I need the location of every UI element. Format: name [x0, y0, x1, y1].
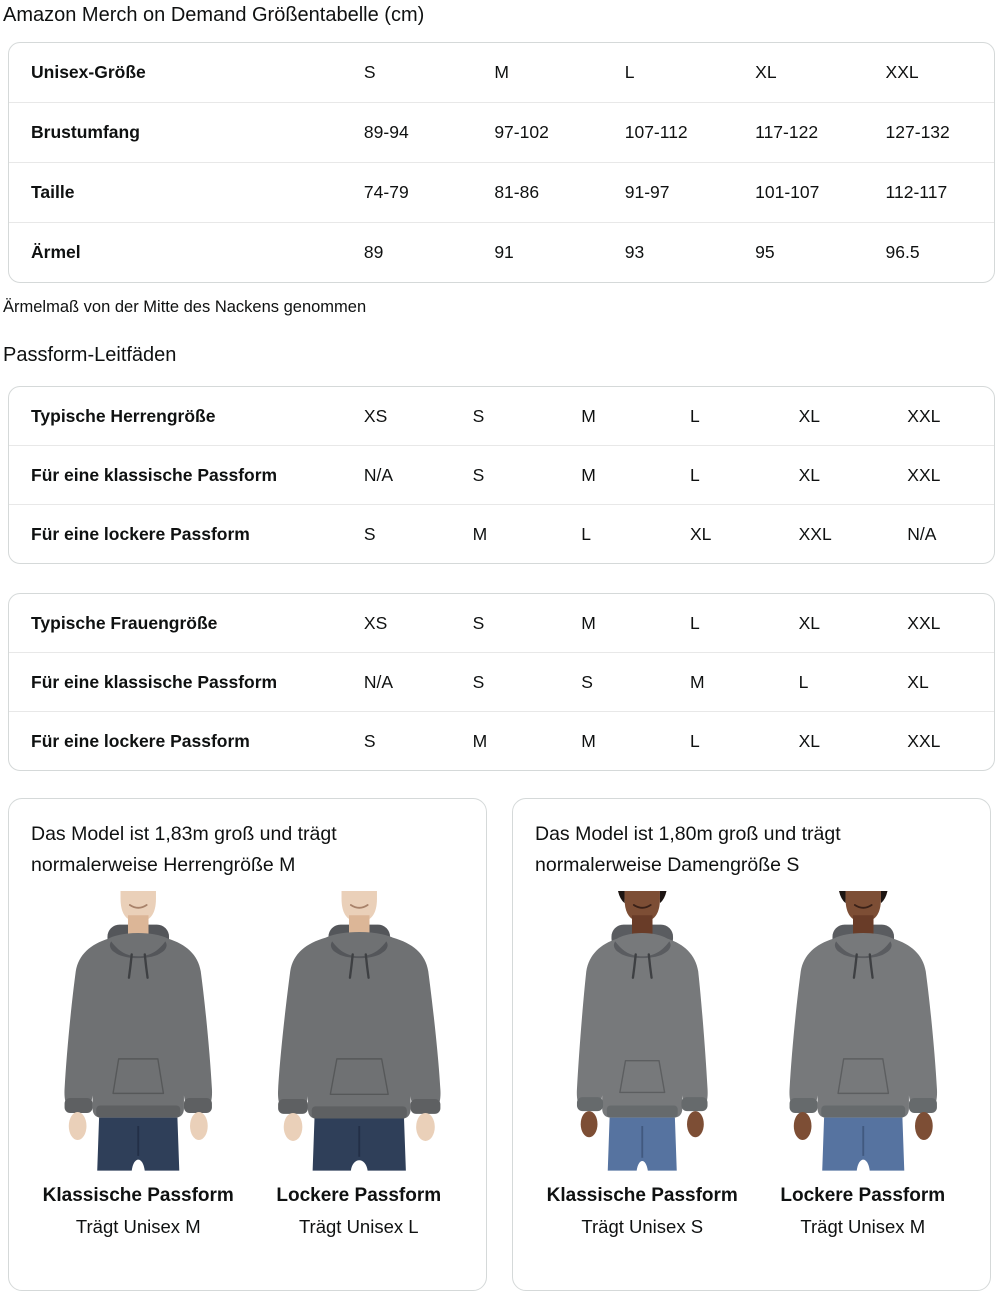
fit-name-label: Lockere Passform [276, 1185, 442, 1207]
size-cell: 101-107 [733, 162, 863, 222]
wears-size-label: Trägt Unisex L [298, 1216, 419, 1238]
row-label: Brustumfang [9, 102, 342, 162]
size-cell: 107-112 [603, 102, 733, 162]
size-cell: M [559, 445, 668, 504]
table-row [9, 504, 994, 563]
size-cell: XXL [907, 405, 941, 426]
table-row [9, 387, 994, 445]
size-cell: L [777, 652, 886, 711]
size-cell: XL [777, 711, 886, 770]
row-label: Unisex-Größe [31, 62, 146, 82]
size-cell: 117-122 [733, 102, 863, 162]
size-cell: 112-117 [864, 162, 994, 222]
row-label: Für eine klassische Passform [9, 445, 342, 504]
size-cell: S [451, 652, 560, 711]
size-cell: M [451, 711, 560, 770]
fit-name-label: Lockere Passform [780, 1185, 946, 1207]
size-cell: M [668, 652, 777, 711]
wears-size-label: Trägt Unisex S [581, 1216, 704, 1238]
model-cards-row [8, 798, 991, 1291]
size-cell: 89-94 [342, 102, 472, 162]
size-cell: XL [668, 504, 777, 563]
size-cell: S [559, 652, 668, 711]
model-column [535, 891, 750, 1238]
size-cell: S [363, 62, 376, 82]
size-cell: XS [363, 612, 388, 633]
size-cell: XL [755, 62, 777, 82]
fit-guides-section-title: Passform-Leitfäden [3, 344, 177, 366]
size-cell: XXL [885, 62, 919, 82]
row-label: Typische Herrengröße [31, 405, 216, 426]
size-cell: M [494, 62, 509, 82]
size-cell: 74-79 [342, 162, 472, 222]
table-row [9, 222, 994, 282]
size-cell: XL [798, 612, 821, 633]
row-label: Für eine lockere Passform [9, 711, 342, 770]
size-cell: L [668, 445, 777, 504]
table-row [9, 652, 994, 711]
size-cell: M [581, 405, 596, 426]
male-model-loose-fit-photo [252, 891, 467, 1171]
model-photos-row [535, 891, 970, 1238]
size-cell: XXL [885, 445, 994, 504]
size-cell: S [472, 612, 485, 633]
table-row [9, 594, 994, 652]
table-row [9, 43, 994, 102]
female-model-classic-fit-photo [535, 891, 750, 1171]
size-cell: 93 [603, 222, 733, 282]
size-cell: L [689, 612, 700, 633]
size-cell: XL [798, 405, 821, 426]
size-cell: XL [885, 652, 994, 711]
size-cell: L [689, 405, 700, 426]
table-row [9, 711, 994, 770]
unisex-size-table [8, 42, 995, 283]
row-label: Für eine klassische Passform [9, 652, 342, 711]
size-cell: N/A [342, 652, 451, 711]
size-cell: M [559, 711, 668, 770]
table-row [9, 102, 994, 162]
size-cell: XL [777, 445, 886, 504]
size-cell: S [472, 405, 485, 426]
size-cell: S [342, 504, 451, 563]
size-cell: S [342, 711, 451, 770]
sleeve-measure-note: Ärmelmaß von der Mitte des Nackens genommen [3, 298, 367, 316]
size-cell: 97-102 [472, 102, 602, 162]
size-cell: XXL [885, 711, 994, 770]
size-cell: L [624, 62, 635, 82]
size-cell: 91-97 [603, 162, 733, 222]
womens-fit-table [8, 593, 995, 771]
row-label: Taille [9, 162, 342, 222]
size-cell: XS [363, 405, 388, 426]
row-label: Typische Frauengröße [31, 612, 218, 633]
model-card-heading: Das Model ist 1,80m groß und trägt normalerweise Damengröße S [535, 823, 841, 877]
page-title: Amazon Merch on Demand Größentabelle (cm) [3, 4, 425, 26]
row-label: Ärmel [9, 222, 342, 282]
model-column [31, 891, 246, 1238]
size-cell: XXL [907, 612, 941, 633]
size-cell: XXL [777, 504, 886, 563]
mens-fit-table [8, 386, 995, 564]
male-model-classic-fit-photo [31, 891, 246, 1171]
model-column [756, 891, 971, 1238]
model-photos-row [31, 891, 466, 1238]
fit-name-label: Klassische Passform [42, 1185, 234, 1207]
size-cell: 81-86 [472, 162, 602, 222]
table-row [9, 445, 994, 504]
female-model-loose-fit-photo [756, 891, 971, 1171]
row-label: Für eine lockere Passform [9, 504, 342, 563]
size-cell: N/A [885, 504, 994, 563]
fit-name-label: Klassische Passform [546, 1185, 738, 1207]
model-column [252, 891, 467, 1238]
male-model-card [8, 798, 487, 1291]
table-row [9, 162, 994, 222]
size-cell: L [668, 711, 777, 770]
size-cell: 127-132 [864, 102, 994, 162]
wears-size-label: Trägt Unisex M [75, 1216, 201, 1238]
model-card-heading: Das Model ist 1,83m groß und trägt normalerweise Herrengröße M [31, 823, 337, 877]
size-cell: S [451, 445, 560, 504]
size-cell: 95 [733, 222, 863, 282]
size-cell: 91 [472, 222, 602, 282]
wears-size-label: Trägt Unisex M [800, 1216, 926, 1238]
size-cell: L [559, 504, 668, 563]
size-cell: M [581, 612, 596, 633]
size-cell: M [451, 504, 560, 563]
size-cell: 89 [342, 222, 472, 282]
size-cell: 96.5 [864, 222, 994, 282]
size-cell: N/A [342, 445, 451, 504]
female-model-card [512, 798, 991, 1291]
